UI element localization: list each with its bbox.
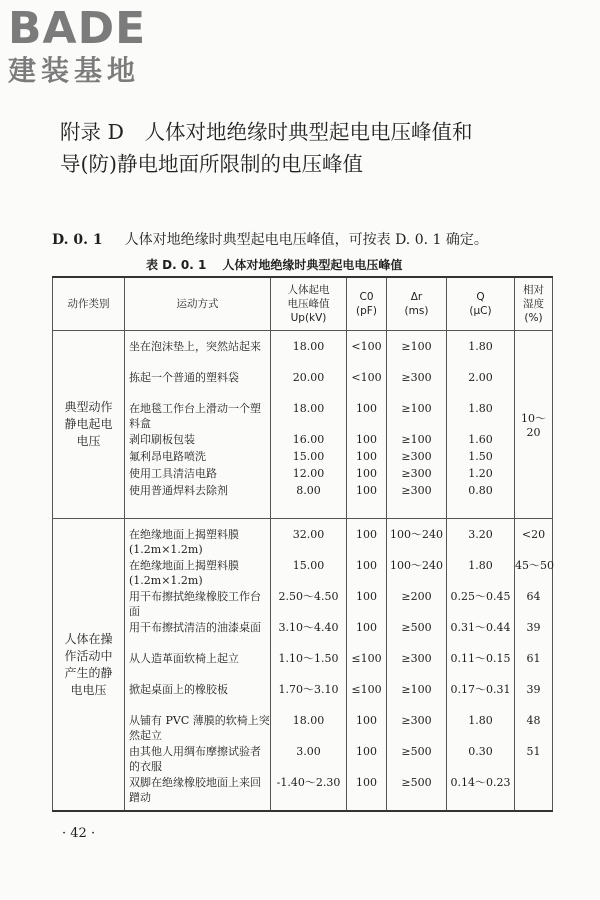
header-q: Q (μC) <box>447 277 515 331</box>
table-group-typical <box>53 331 553 519</box>
title-line-2: 导(防)静电地面所限制的电压峰值 <box>60 152 363 176</box>
header-dt: Δr (ms) <box>387 277 447 331</box>
clause-paragraph <box>52 229 572 249</box>
appendix-title <box>60 116 560 180</box>
clause-number: D. 0. 1 <box>52 232 103 248</box>
header-peak: 人体起电 电压峰值 Up(kV) <box>271 277 347 331</box>
group-2-dt: 100～240 100～240 ≥200 ≥500 ≥300 ≥100 ≥300 ≥500 ≥500 <box>387 519 447 812</box>
group-1-c0: <100 <100 100 100 100 100 100 <box>347 331 387 519</box>
table-caption <box>146 256 402 273</box>
clause-text: 人体对地绝缘时典型起电电压峰值，可按表 D. 0. 1 确定。 <box>124 232 488 248</box>
group-2-category: 人体在操作活动中产生的静电电压 <box>53 519 125 812</box>
table-caption-number: 表 D. 0. 1 <box>146 258 207 272</box>
bade-logo <box>8 3 147 88</box>
group-1-humidity: 10～20 <box>515 331 553 519</box>
group-1-peak: 18.00 20.00 18.00 16.00 15.00 12.00 8.00 <box>271 331 347 519</box>
header-c0: C0 (pF) <box>347 277 387 331</box>
group-2-motions: 在绝缘地面上揭塑料膜(1.2m×1.2m) 在绝缘地面上揭塑料膜(1.2m×1.2m) 用干布擦拭绝缘橡胶工作台面 用干布擦拭清洁的油漆桌面 从人造革面软椅上起立 掀起桌面上的橡胶板 从铺有 PVC 薄膜的软椅上突然起立 由其他人用绸布摩擦试验者的衣服 双脚在绝缘橡胶地面上来回蹭动 <box>125 519 271 812</box>
logo-subtitle: 建装基地 <box>8 54 141 87</box>
table-header-row <box>53 277 553 331</box>
table-caption-title: 人体对地绝缘时典型起电电压峰值 <box>222 258 403 272</box>
page-number: · 42 · <box>62 826 96 841</box>
header-category: 动作类别 <box>53 277 125 331</box>
title-line-1: 附录 D 人体对地绝缘时典型起电电压峰值和 <box>60 120 473 144</box>
group-2-q: 3.20 1.80 0.25～0.45 0.31～0.44 0.11～0.15 0.17～0.31 1.80 0.30 0.14～0.23 <box>447 519 515 812</box>
header-motion: 运动方式 <box>125 277 271 331</box>
group-1-q: 1.80 2.00 1.80 1.60 1.50 1.20 0.80 <box>447 331 515 519</box>
logo-brand: BADE <box>8 3 147 54</box>
group-1-dt: ≥100 ≥300 ≥100 ≥100 ≥300 ≥300 ≥300 <box>387 331 447 519</box>
table-group-operation <box>53 519 553 812</box>
group-2-peak: 32.00 15.00 2.50～4.50 3.10～4.40 1.10～1.50 1.70～3.10 18.00 3.00 -1.40～2.30 <box>271 519 347 812</box>
voltage-table <box>52 276 553 812</box>
group-1-motions: 坐在泡沫垫上，突然站起来 拣起一个普通的塑料袋 在地毯工作台上滑动一个塑料盒 剥印刷板包装 氟利昂电路喷洗 使用工具清洁电路 使用普通焊料去除剂 <box>125 331 271 519</box>
group-1-category: 典型动作静电起电电压 <box>53 331 125 519</box>
header-humidity: 相对 湿度 (%) <box>515 277 553 331</box>
group-2-humidity: <20 45～50 64 39 61 39 48 51 <box>515 519 553 812</box>
group-2-c0: 100 100 100 100 ≤100 ≤100 100 100 100 <box>347 519 387 812</box>
